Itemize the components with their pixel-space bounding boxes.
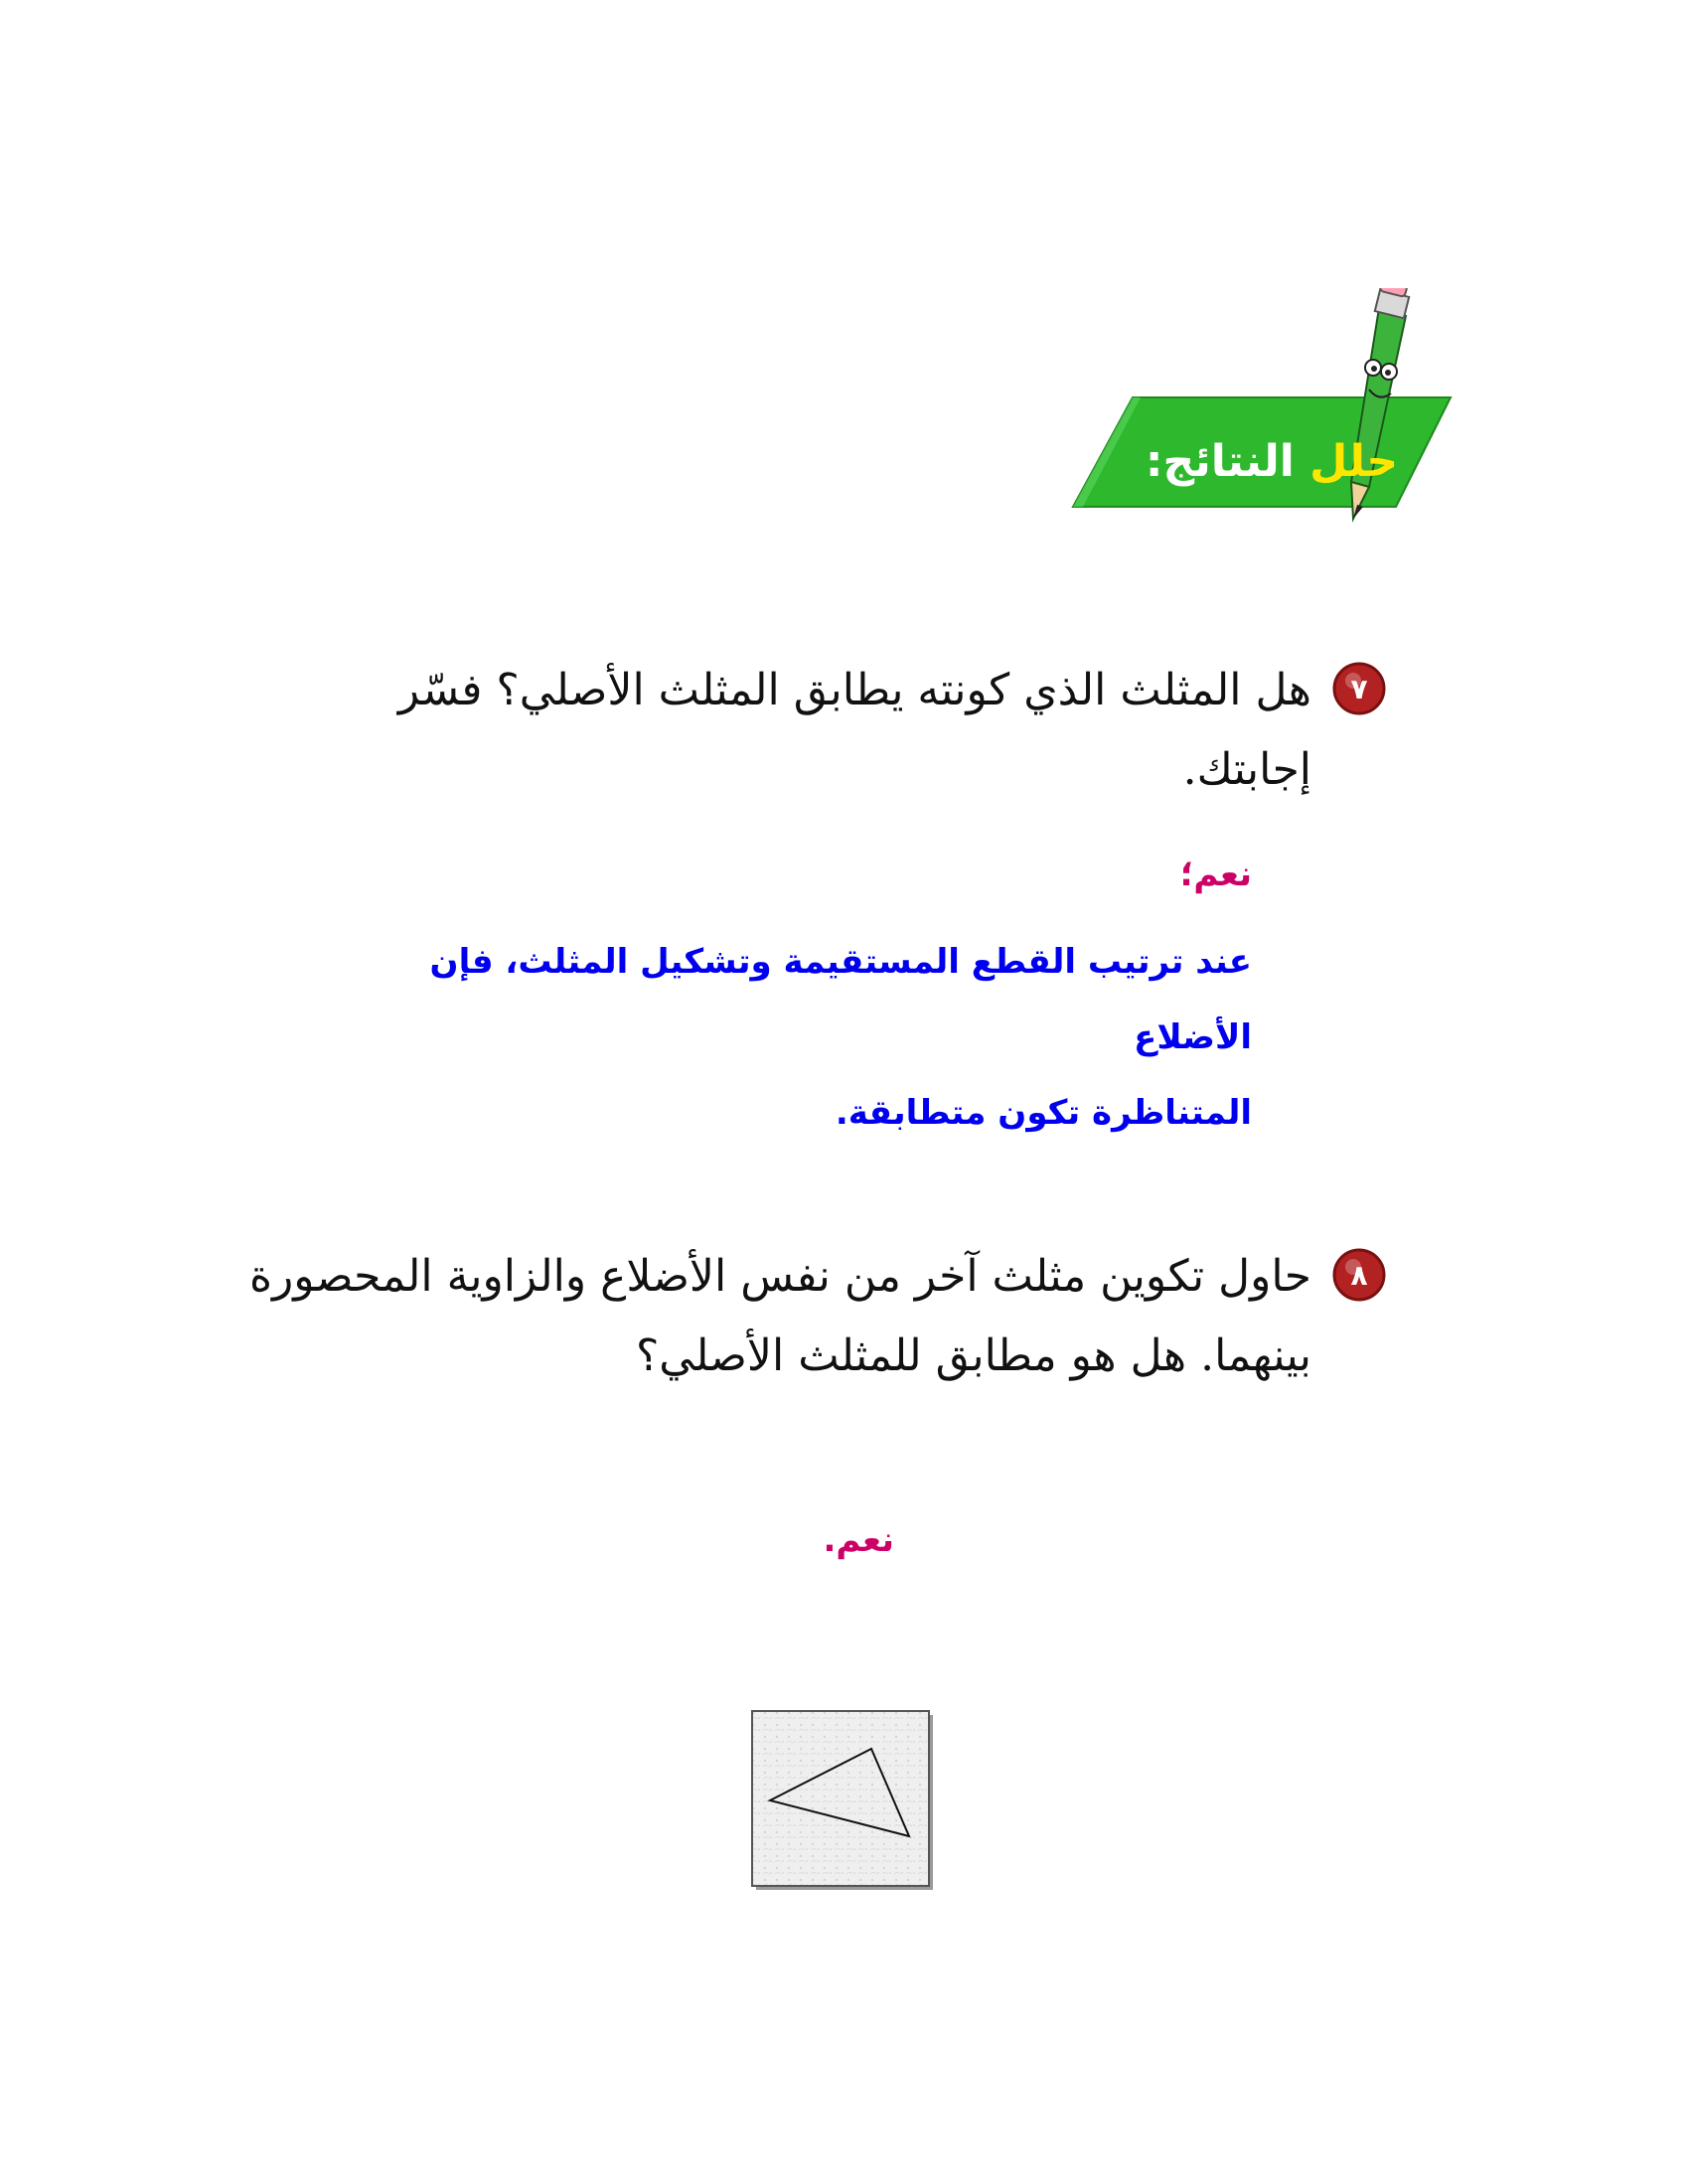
question-7-text: هل المثلث الذي كونته يطابق المثلث الأصلي؟ فسّر إجابتك. — [397, 665, 1311, 795]
question-7-answer-explanation — [378, 924, 1252, 1151]
triangle-diagram-icon — [750, 1709, 939, 1893]
question-7-answer-line-2: المتناظرة تكون متطابقة. — [835, 1093, 1252, 1133]
question-7-number: ٧ — [1350, 673, 1368, 705]
question-8-number-badge — [1331, 1247, 1387, 1303]
question-7-answer-line-1: عند ترتيب القطع المستقيمة وتشكيل المثلث، فإن الأضلاع — [429, 942, 1252, 1057]
question-8-answer-yes: نعم. — [823, 1520, 894, 1560]
section-title — [1143, 427, 1401, 497]
title-word-analyze: حلل — [1309, 436, 1399, 487]
figure-frame — [752, 1711, 929, 1886]
question-8-text: حاول تكوين مثلث آخر من نفس الأضلاع والزاوية المحصورة بينهما. هل هو مطابق للمثلث الأصلي؟ — [248, 1251, 1311, 1381]
title-word-results: النتائج: — [1145, 436, 1295, 487]
question-7-number-badge — [1331, 661, 1387, 716]
question-8-number: ٨ — [1350, 1259, 1368, 1292]
header-banner — [1053, 288, 1470, 537]
question-7-answer-yes: نعم؛ — [1179, 855, 1252, 894]
